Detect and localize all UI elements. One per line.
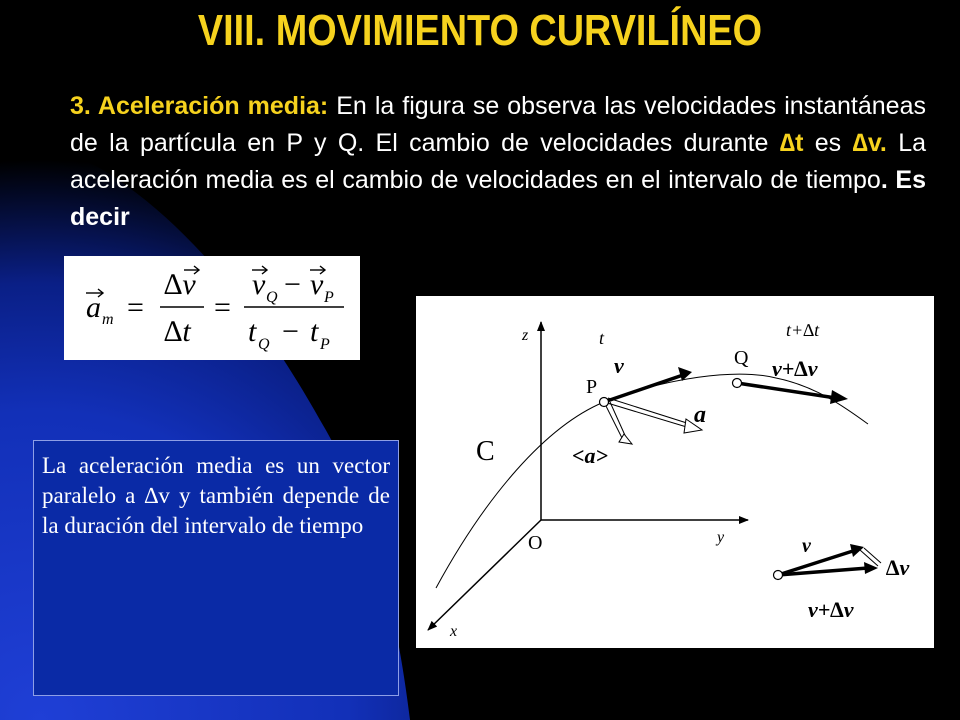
intro-paragraph (70, 88, 926, 236)
label-origin: O (528, 532, 543, 554)
label-average-acceleration: <a> (572, 443, 609, 468)
formula-num2-b-sub: P (324, 289, 334, 306)
label-axis-x: x (450, 623, 458, 640)
acceleration-line (608, 398, 690, 424)
velocity-v-dv-arrow (737, 383, 836, 398)
formula-den2-a-sub: Q (258, 336, 270, 353)
label-triangle-v-dv: v+∆v (808, 597, 854, 622)
point-p (600, 398, 609, 407)
note-box (33, 440, 399, 696)
triangle-v-arrowhead (850, 544, 864, 557)
x-axis (428, 520, 541, 630)
label-curve-c: C (476, 436, 495, 467)
intro-delta-v: ∆v. (852, 129, 887, 157)
formula-num2-a-sub: Q (266, 289, 278, 306)
formula-den2-b: t (310, 315, 319, 348)
label-triangle-dv: ∆v (886, 555, 910, 580)
formula-den1: ∆t (164, 315, 191, 348)
label-acceleration-a: a (694, 402, 706, 428)
label-time-t-dt: t+∆t (786, 320, 820, 340)
label-point-p: P (586, 376, 598, 398)
formula-lhs: a (86, 291, 101, 324)
slide-title: VIII. MOVIMIENTO CURVILÍNEO (197, 6, 763, 55)
label-point-q: Q (734, 347, 749, 369)
figure-box (416, 296, 934, 648)
formula-equals-1: = (127, 291, 144, 324)
intro-closing: . Es decir (70, 166, 926, 231)
avg-acceleration-line (604, 402, 624, 442)
intro-text-2: es (803, 129, 853, 157)
intro-heading: 3. Aceleración media: (70, 92, 329, 120)
label-axis-y: y (717, 529, 725, 546)
label-time-t: t (599, 328, 605, 348)
formula-equals-2: = (214, 291, 231, 324)
formula-num2-a: v (252, 268, 266, 301)
label-axis-z: z (522, 327, 529, 344)
label-velocity-v-dv: v+∆v (772, 356, 818, 381)
label-triangle-v: v (802, 535, 811, 557)
triangle-origin-point (774, 571, 783, 580)
formula-lhs-sub: m (102, 311, 114, 328)
intro-delta-t: ∆t (779, 129, 804, 157)
formula-den2-a: t (248, 315, 257, 348)
formula-num1: ∆v (164, 268, 196, 301)
formula-den2-b-sub: P (320, 336, 330, 353)
note-text: La aceleración media es un vector paralelo a ∆v y también depende de la duración del intervalo de tiempo (42, 453, 390, 538)
curvilinear-motion-diagram (416, 296, 934, 648)
velocity-v-dv-arrowhead (830, 390, 848, 404)
formula-box (64, 256, 360, 360)
intro-text-3: La aceleración media es el cambio de velocidades en el intervalo de tiempo (70, 129, 927, 194)
velocity-v-arrow (604, 374, 686, 402)
formula-minus-1: − (284, 268, 301, 301)
label-velocity-v: v (614, 353, 624, 378)
point-q (733, 379, 742, 388)
acceleration-line (604, 402, 690, 428)
formula-minus-2: − (282, 315, 299, 348)
intro-text-1: En la figura se observa las velocidades instantáneas de la partícula en P y Q. El cambio de velocidades durante (70, 92, 926, 157)
formula-num2-b: v (310, 268, 324, 301)
average-acceleration-formula (64, 256, 360, 360)
